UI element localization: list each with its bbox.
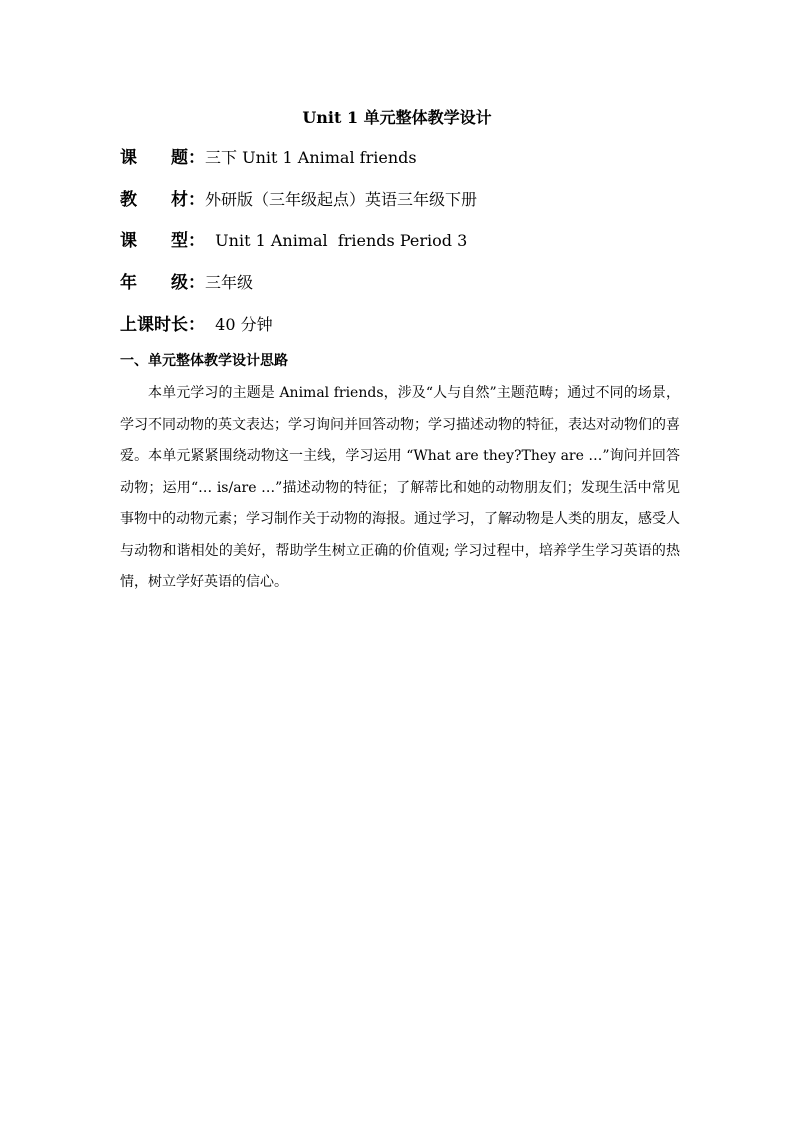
meta-label-lesson-type: 课 型： xyxy=(120,231,205,251)
meta-value-subject: 三下 Unit 1 Animal friends xyxy=(205,148,417,167)
document-title: Unit 1 单元整体教学设计 xyxy=(302,108,492,127)
meta-value-lesson-type: Unit 1 Animal friends Period 3 xyxy=(205,231,468,250)
meta-label-textbook: 教 材： xyxy=(120,190,205,210)
meta-value-grade: 三年级 xyxy=(205,273,254,292)
meta-row-textbook xyxy=(120,188,477,212)
meta-row-lesson-type xyxy=(120,229,467,253)
meta-row-duration xyxy=(120,313,273,337)
body-paragraph: 本单元学习的主题是 Animal friends，涉及“人与自然”主题范畴；通过不同的场景，学习不同动物的英文表达；学习询问并回答动物；学习描述动物的特征，表达对动物们的喜爱。本单元紧紧围绕动物这一主线，学习运用 “What are they?They are …”询问并回答动物；运用“… is/are …”描述动物的特征；了解蒂比和她的动物朋友们；发现生活中常见事物中的动物元素；学习制作关于动物的海报。通过学习，了解动物是人类的朋友，感受人与动物和谐相处的美好，帮助学生树立正确的价值观; 学习过程中，培养学生学习英语的热情，树立学好英语的信心。 xyxy=(120,385,680,590)
meta-value-duration: 40 分钟 xyxy=(205,315,273,334)
meta-value-textbook: 外研版（三年级起点）英语三年级下册 xyxy=(205,190,478,209)
meta-label-grade: 年 级： xyxy=(120,273,205,293)
meta-row-subject xyxy=(120,146,417,170)
section-heading: 一、单元整体教学设计思路 xyxy=(120,353,288,369)
meta-label-duration: 上课时长： xyxy=(120,315,205,335)
meta-row-grade xyxy=(120,271,253,295)
meta-label-subject: 课 题： xyxy=(120,148,205,168)
